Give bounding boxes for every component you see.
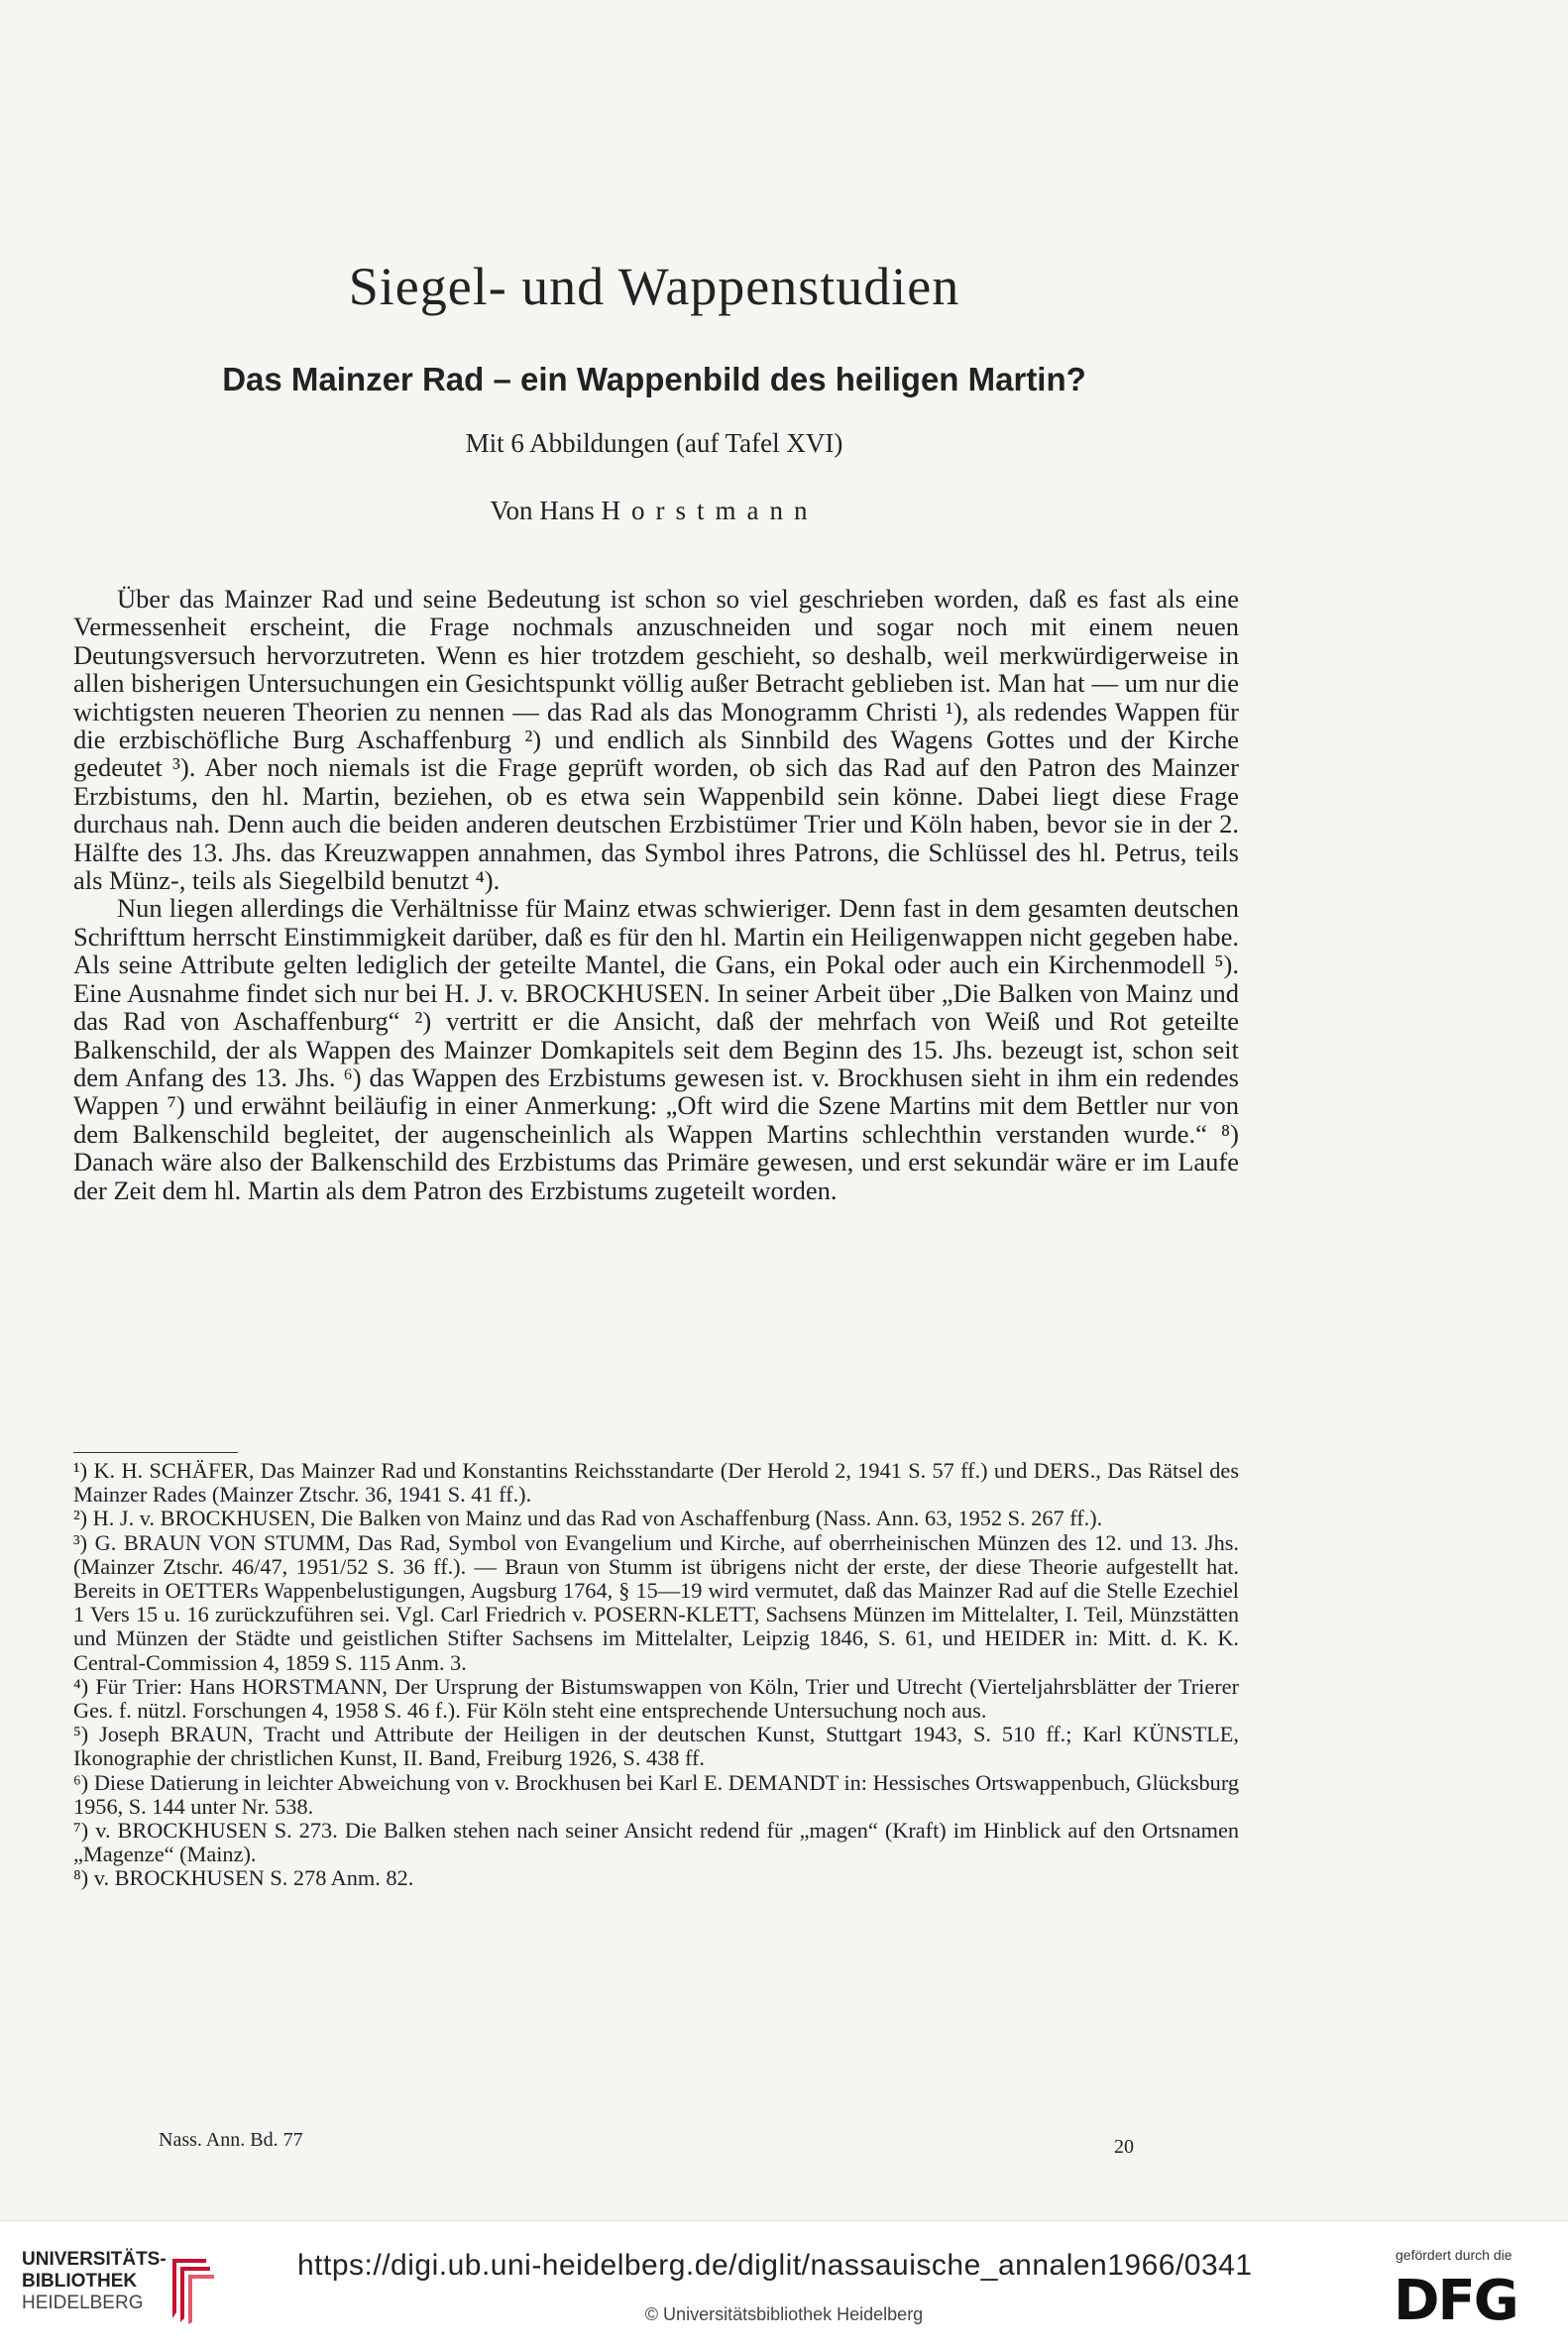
body-text bbox=[73, 585, 1239, 1204]
author-line bbox=[0, 496, 1308, 526]
body-paragraph: Nun liegen allerdings die Verhältnisse für Mainz etwas schwieriger. Denn fast in dem gesamten deutschen Schrifttum herrscht Einstimmigkeit darüber, daß es für den hl. Martin ein Heiligenwappen nicht gegeben habe. Als seine Attribute gelten lediglich der geteilte Mantel, die Gans, ein Pokal oder auch ein Kirchenmodell ⁵). Eine Ausnahme findet sich nur bei H. J. v. BROCKHUSEN. In seiner Arbeit über „Die Balken von Mainz und das Rad von Aschaffenburg“ ²) vertritt er die Ansicht, daß der mehrfach von Weiß und Rot geteilte Balkenschild, der als Wappen des Mainzer Domkapitels seit dem Beginn des 15. Jhs. bezeugt ist, schon seit dem Anfang des 13. Jhs. ⁶) das Wappen des Erzbistums gewesen ist. v. Brockhusen sieht in ihm ein redendes Wappen ⁷) und erwähnt beiläufig in einer Anmerkung: „Oft wird die Szene Martins mit dem Bettler nur von dem Balkenschild begleitet, der augenscheinlich als Wappen Martins schlechthin verstanden wurde.“ ⁸) Danach wäre also der Balkenschild des Erzbistums das Primäre gewesen, und erst sekundär wäre er im Laufe der Zeit dem hl. Martin als dem Patron des Erzbistums zugeteilt worden. bbox=[73, 893, 1239, 1205]
article-title: Siegel- und Wappenstudien bbox=[348, 257, 960, 316]
dfg-logo[interactable]: DFG bbox=[1394, 2269, 1517, 2333]
plates-note: Mit 6 Abbildungen (auf Tafel XVI) bbox=[465, 428, 843, 458]
footnote: ⁷) v. BROCKHUSEN S. 273. Die Balken stehen nach seiner Ansicht redend für „magen“ (Kraft) im Hinblick auf den Ortsnamen „Magenze“ (Mainz). bbox=[73, 1818, 1239, 1867]
footnote: ⁵) Joseph BRAUN, Tracht und Attribute der Heiligen in der deutschen Kunst, Stuttgart 1943, S. 510 ff.; Karl KÜNSTLE, Ikonographie der christlichen Kunst, II. Band, Freiburg 1926, S. 438 ff. bbox=[73, 1722, 1239, 1771]
library-name-line: UNIVERSITÄTS- bbox=[22, 2249, 167, 2270]
author-name: Horstmann bbox=[601, 496, 819, 525]
footnote-rule bbox=[73, 1452, 238, 1453]
permalink-url[interactable]: https://digi.ub.uni-heidelberg.de/diglit/nassauische_annalen1966/0341 bbox=[297, 2249, 1253, 2282]
footnote: ⁶) Diese Datierung in leichter Abweichung von v. Brockhusen bei Karl E. DEMANDT in: Hessisches Ortswappenbuch, Glücksburg 1956, S. 144 unter Nr. 538. bbox=[73, 1769, 1239, 1819]
footnote: ²) H. J. v. BROCKHUSEN, Die Balken von Mainz und das Rad von Aschaffenburg (Nass. Ann. 63, 1952 S. 267 ff.). bbox=[73, 1506, 1103, 1531]
library-banner bbox=[0, 2220, 1568, 2351]
footnote: ⁸) v. BROCKHUSEN S. 278 Anm. 82. bbox=[73, 1865, 414, 1891]
article-subtitle: Das Mainzer Rad – ein Wappenbild des heiligen Martin? bbox=[222, 361, 1086, 397]
copyright-notice: © Universitätsbibliothek Heidelberg bbox=[644, 2304, 924, 2324]
footnote: ⁴) Für Trier: Hans HORSTMANN, Der Ursprung der Bistumswappen von Köln, Trier und Utrecht (Vierteljahrsblätter der Trierer Ges. f. nützl. Forschungen 4, 1958 S. 46 f.). Für Köln steht eine entsprechende Untersuchung noch aus. bbox=[73, 1673, 1239, 1724]
journal-reference: Nass. Ann. Bd. 77 bbox=[159, 2129, 303, 2151]
footnotes bbox=[73, 1459, 1239, 1891]
library-name-line: BIBLIOTHEK bbox=[22, 2271, 138, 2292]
author-prefix: Von Hans bbox=[490, 496, 595, 525]
page-number: 20 bbox=[1114, 2136, 1134, 2158]
library-name-line: HEIDELBERG bbox=[22, 2293, 144, 2313]
funding-label: gefördert durch die bbox=[1396, 2247, 1512, 2263]
body-paragraph: Über das Mainzer Rad und seine Bedeutung ist schon so viel geschrieben worden, daß es fast als eine Vermessenheit erscheint, die Frage nochmals anzuschneiden und sogar noch mit einem neuen Deutungsversuch hervorzutreten. Wenn es hier trotzdem geschieht, so deshalb, weil merkwürdigerweise in allen bisherigen Untersuchungen ein Gesichtspunkt völlig außer Betracht geblieben ist. Man hat — um nur die wichtigsten neueren Theorien zu nennen — das Rad als das Monogramm Christi ¹), als redendes Wappen für die erzbischöfliche Burg Aschaffenburg ²) und endlich als Sinnbild des Wagens Gottes und der Kirche gedeutet ³). Aber noch niemals ist die Frage geprüft worden, ob sich das Rad auf den Patron des Mainzer Erzbistums, den hl. Martin, beziehen, ob es etwa sein Wappenbild sein könne. Dabei liegt diese Frage durchaus nah. Denn auch die beiden anderen deutschen Erzbistümer Trier und Köln haben, bevor sie in der 2. Hälfte des 13. Jhs. das Kreuzwappen annahmen, das Symbol ihres Patrons, die Schlüssel des hl. Petrus, teils als Münz-, teils als Siegelbild benutzt ⁴). bbox=[73, 584, 1239, 896]
footnote: ¹) K. H. SCHÄFER, Das Mainzer Rad und Konstantins Reichsstandarte (Der Herold 2, 1941 S. 57 ff.) und DERS., Das Rätsel des Mainzer Rades (Mainzer Ztschr. 36, 1941 S. 41 ff.). bbox=[73, 1458, 1239, 1508]
footnote: ³) G. BRAUN VON STUMM, Das Rad, Symbol von Evangelium und Kirche, auf oberrheinischen Münzen des 12. und 13. Jhs. (Mainzer Ztschr. 46/47, 1951/52 S. 36 ff.). — Braun von Stumm ist übrigens nicht der erste, der diese Theorie aufgestellt hat. Bereits in OETTERs Wappenbelustigungen, Augsburg 1764, § 15—19 wird vermutet, daß das Mainzer Rad auf die Stelle Ezechiel 1 Vers 15 u. 16 zurückzuführen sei. Vgl. Carl Friedrich v. POSERN-KLETT, Sachsens Münzen im Mittelalter, I. Teil, Münzstätten und Münzen der Städte und geistlichen Stifter Sachsens im Mittelalter, Leipzig 1846, S. 61, und HEIDER in: Mitt. d. K. K. Central-Commission 4, 1859 S. 115 Anm. 3. bbox=[73, 1529, 1239, 1675]
